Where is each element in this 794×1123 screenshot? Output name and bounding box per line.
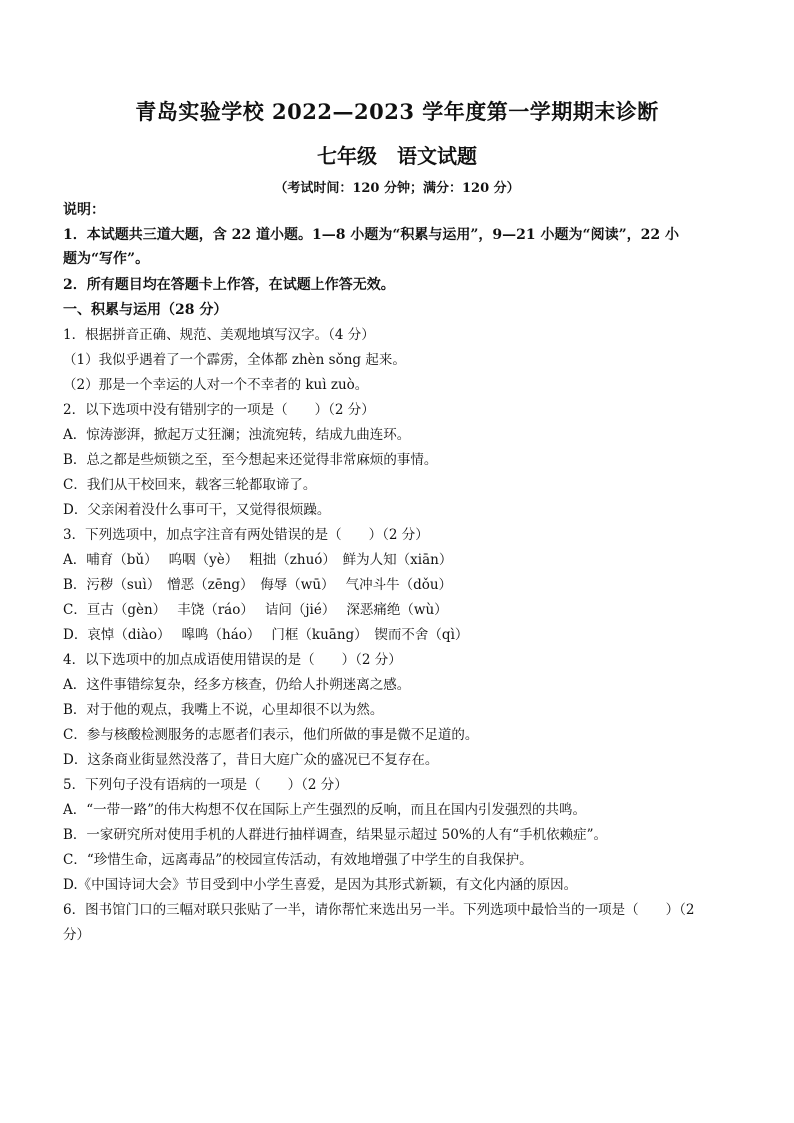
q4-stem: 4．以下选项中的加点成语使用错误的是（ ）（2 分） [63, 652, 402, 668]
q2-option-b: B．总之都是些烦锁之至，至今想起来还觉得非常麻烦的事情。 [63, 452, 438, 468]
q1-sub2: （2）那是一个幸运的人对一个不幸者的 kuì zuò。 [63, 377, 369, 393]
q2-option-d: D．父亲闲着没什么事可干，又觉得很烦躁。 [63, 502, 331, 518]
notes-item-1: 1．本试题共三道大题，含 22 道小题。1—8 小题为“积累与运用”，9—21 小题为“阅读”，22 小 [63, 227, 679, 243]
q4-option-b: B．对于他的观点，我嘴上不说，心里却很不以为然。 [63, 702, 384, 718]
q5-option-c: C．“珍惜生命，远离毒品”的校园宣传活动，有效地增强了中学生的自我保护。 [63, 852, 533, 868]
exam-subtitle: 七年级 语文试题 [317, 144, 477, 168]
section-heading: 一、积累与运用（28 分） [63, 302, 228, 318]
q1-stem: 1．根据拼音正确、规范、美观地填写汉字。（4 分） [63, 327, 375, 343]
q3-option-d: D．哀悼（diào） 嗥鸣（háo） 门框（kuāng） 锲而不舍（qì） [63, 627, 469, 643]
exam-info: （考试时间：120 分钟；满分：120 分） [274, 181, 520, 196]
q2-stem: 2．以下选项中没有错别字的一项是（ ）（2 分） [63, 402, 375, 418]
q5-option-b: B．一家研究所对使用手机的人群进行抽样调查，结果显示超过 50%的人有“手机依赖症”。 [63, 827, 608, 843]
q2-option-a: A．惊涛澎湃，掀起万丈狂澜；浊流宛转，结成九曲连环。 [63, 427, 411, 443]
q4-option-a: A．这件事错综复杂，经多方核查，仍给人扑朔迷离之感。 [63, 677, 411, 693]
q3-option-c: C．亘古（gèn） 丰饶（ráo） 诘问（jié） 深恶痛绝（wù） [63, 602, 448, 618]
q3-option-a: A．哺育（bǔ） 呜咽（yè） 粗拙（zhuó） 鲜为人知（xiān） [63, 552, 453, 568]
q6-stem: 6．图书馆门口的三幅对联只张贴了一半，请你帮忙来选出另一半。下列选项中最恰当的一项是（ ）（2 [63, 902, 695, 918]
q2-option-c: C．我们从干校回来，载客三轮都取谛了。 [63, 477, 317, 493]
q3-stem: 3．下列选项中，加点字注音有两处错误的是（ ）（2 分） [63, 527, 429, 543]
q5-option-a: A．“一带一路”的伟大构想不仅在国际上产生强烈的反响，而且在国内引发强烈的共鸣。 [63, 802, 587, 818]
exam-title: 青岛实验学校 2022—2023 学年度第一学期期末诊断 [135, 99, 659, 124]
q4-option-d: D．这条商业街显然没落了，昔日大庭广众的盛况已不复存在。 [63, 752, 439, 768]
notes-label: 说明： [63, 202, 105, 218]
q3-option-b: B．污秽（suì） 憎恶（zēng） 侮辱（wū） 气冲斗牛（dǒu） [63, 577, 453, 593]
q5-option-d: D.《中国诗词大会》节目受到中小学生喜爱，是因为其形式新颖，有文化内涵的原因。 [63, 877, 578, 893]
notes-item-1-cont: 题为“写作”。 [63, 251, 150, 267]
q6-stem-cont: 分） [63, 927, 90, 943]
q1-sub1: （1）我似乎遇着了一个霹雳，全体都 zhèn sǒng 起来。 [63, 352, 406, 368]
notes-item-2: 2．所有题目均在答题卡上作答，在试题上作答无效。 [63, 277, 395, 293]
q5-stem: 5．下列句子没有语病的一项是（ ）（2 分） [63, 777, 348, 793]
q4-option-c: C．参与核酸检测服务的志愿者们表示，他们所做的事是微不足道的。 [63, 727, 479, 743]
